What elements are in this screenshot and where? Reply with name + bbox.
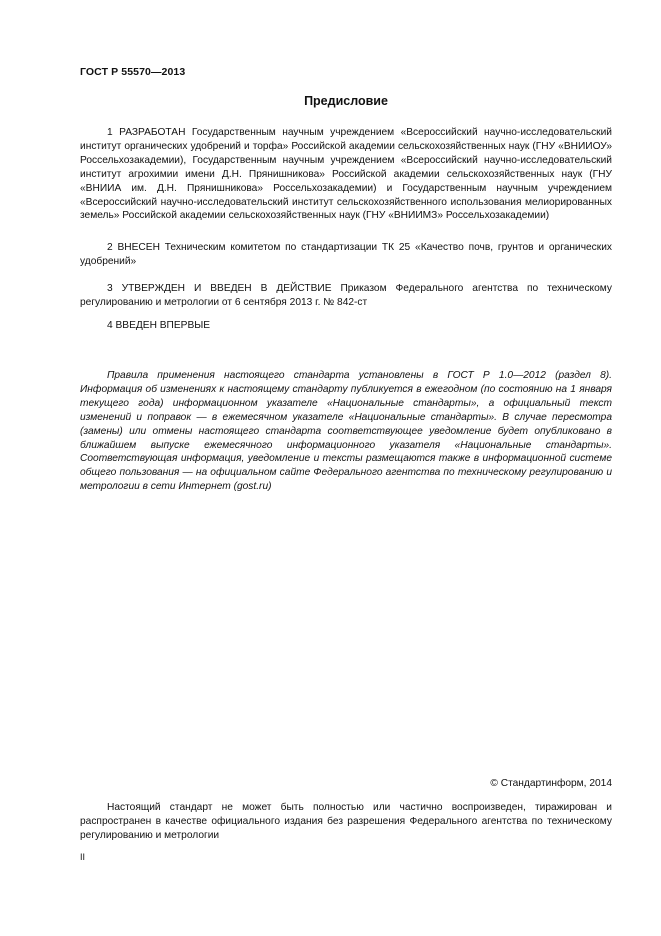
preface-item-submitted: 2 ВНЕСЕН Техническим комитетом по стандартизации ТК 25 «Качество почв, грунтов и органических удобрений» bbox=[80, 242, 612, 267]
preface-item-approved: 3 УТВЕРЖДЕН И ВВЕДЕН В ДЕЙСТВИЕ Приказом Федерального агентства по техническому регулированию и метрологии от 6 сентября 2013 г. № 842-ст bbox=[80, 283, 612, 308]
standard-code: ГОСТ Р 55570—2013 bbox=[80, 66, 186, 78]
preface-title: Предисловие bbox=[304, 94, 388, 108]
preface-item-developed: 1 РАЗРАБОТАН Государственным научным учреждением «Всероссийский научно-исследовательский институт органических удобрений и торфа» Российской академии сельскохозяйственных наук (ГНУ «ВНИИОУ» Россельхозакадемии), Государственным научным учреждением «Всероссийский научно-исследовательский институт агрохимии имени Д.Н. Прянишникова» Российской академии сельскохозяйственных наук (ГНУ «ВНИИА им. Д.Н. Прянишникова» Россельхозакадемии) и Государственным научным учреждением «Всероссийский научно-исследовательский институт сельскохозяйственного использования мелиорированных земель» Российской академии сельскохозяйственных наук (ГНУ «ВНИИМЗ» Россельхозакадемии) bbox=[80, 127, 612, 222]
preface-item-first-introduced: 4 ВВЕДЕН ВПЕРВЫЕ bbox=[107, 320, 211, 331]
rules-note: Правила применения настоящего стандарта установлены в ГОСТ Р 1.0—2012 (раздел 8). Информация об изменениях к настоящему стандарту публикуется в ежегодном (по состоянию на 1 января текущего года) информационном указателе «Национальные стандарты», а официальный текст изменений и поправок — в ежемесячном указателе «Национальные стандарты». В случае пересмотра (замены) или отмены настоящего стандарта соответствующее уведомление будет опубликовано в ближайшем выпуске ежемесячного информационного указателя «Национальные стандарты». Соответствующая информация, уведомление и тексты размещаются также в информационной системе общего пользования — на официальном сайте Федерального агентства по техническому регулированию и метрологии в сети Интернет (gost.ru) bbox=[80, 370, 612, 493]
reproduction-notice: Настоящий стандарт не может быть полностью или частично воспроизведен, тиражирован и распространен в качестве официального издания без разрешения Федерального агентства по техническому регулированию и метрологии bbox=[80, 802, 612, 841]
copyright: © Стандартинформ, 2014 bbox=[490, 778, 612, 789]
page-number: II bbox=[80, 852, 86, 862]
